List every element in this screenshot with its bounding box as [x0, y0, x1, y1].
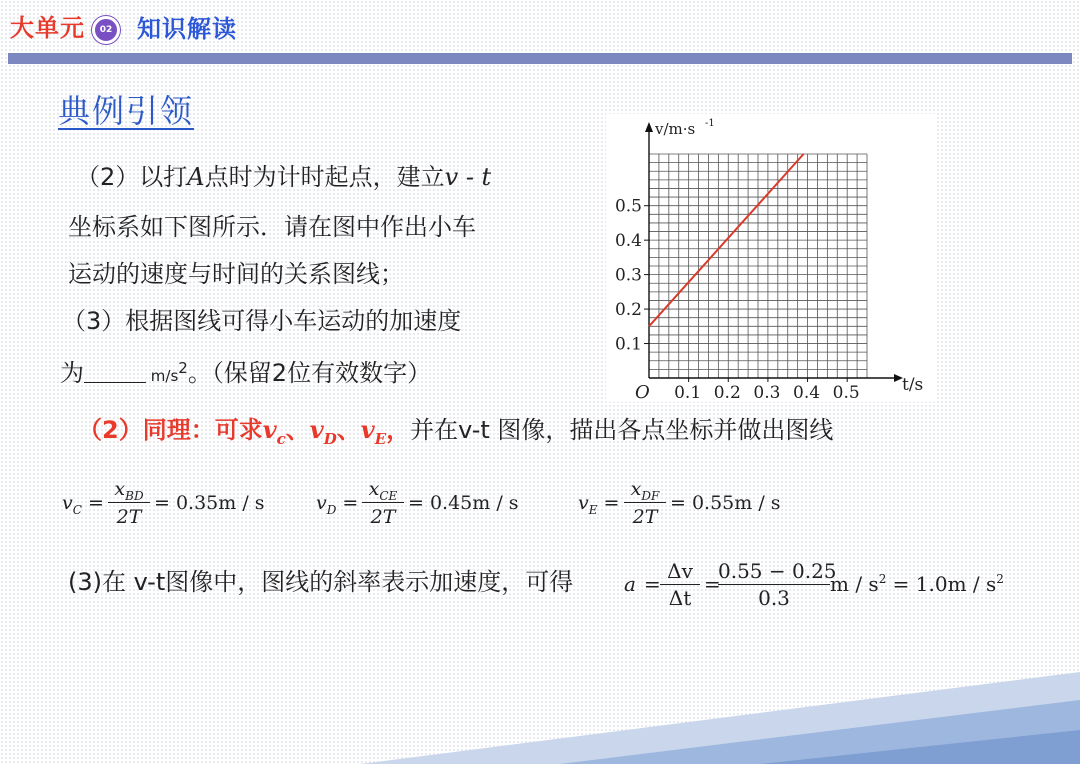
equals-sign: =	[644, 572, 661, 596]
unit-sup: 2	[878, 572, 887, 586]
acceleration-formula	[624, 558, 1004, 618]
solution-2	[78, 413, 833, 456]
formula-lhs: $v_C$ =	[62, 492, 104, 517]
result-text: = 1.0m / s	[886, 572, 997, 596]
fraction-denominator: 2T	[116, 506, 142, 528]
x-tick-label: 0.3	[753, 383, 781, 402]
ve-symbol	[360, 415, 387, 448]
blank-unit	[146, 359, 188, 385]
lhs-sub: C	[72, 502, 82, 517]
formula-fraction	[362, 476, 404, 529]
question-line-2: 坐标系如下图所示．请在图中作出小车	[68, 213, 476, 241]
origin-label: O	[635, 382, 650, 402]
lhs-sub: D	[326, 502, 337, 517]
formula-vd	[316, 476, 536, 536]
value-denominator: 0.3	[758, 586, 790, 610]
solution-2-label: （2）同理：可求	[78, 416, 263, 444]
lhs-letter: v	[62, 492, 73, 514]
num-sub: DF	[641, 488, 660, 503]
x-tick-label: 0.1	[674, 383, 702, 402]
lhs-sub: E	[588, 502, 598, 517]
solution-3-text: (3)在 v-t图像中，图线的斜率表示加速度，可得	[68, 568, 574, 596]
question-text: 点时为计时起点，建立	[204, 163, 445, 191]
solution-2-text: 并在v-t 图像，描出各点坐标并做出图线	[410, 416, 834, 444]
num-sub: CE	[379, 488, 398, 503]
vc-symbol	[262, 415, 286, 448]
vt-chart-svg	[606, 114, 936, 402]
num-letter: x	[630, 478, 642, 500]
question-text: （2）以打	[76, 163, 188, 191]
formula-ve	[578, 476, 798, 536]
num-letter: x	[114, 478, 126, 500]
fraction-denominator: 2T	[370, 506, 396, 528]
section-title: 知识解读	[137, 15, 237, 43]
separator: 、	[336, 416, 361, 444]
fraction-numerator	[362, 476, 404, 502]
value-fraction	[718, 558, 837, 611]
delta-t: Δt	[668, 586, 692, 610]
formula-rhs: = 0.55m / s	[670, 492, 781, 514]
swoosh-dark	[760, 730, 1080, 764]
question-text: 。（保留2位有效数字）	[187, 359, 432, 387]
x-tick-label: 0.5	[832, 383, 860, 402]
accel-symbol: a	[624, 572, 636, 596]
formula-fraction	[624, 476, 666, 529]
lhs-letter: v	[316, 492, 327, 514]
fraction-denominator: 2T	[632, 506, 658, 528]
question-line-4: （3）根据图线可得小车运动的加速度	[62, 307, 462, 335]
lhs-letter: v	[578, 492, 589, 514]
v-sub: c	[276, 429, 286, 448]
equals-sign: =	[704, 572, 721, 596]
formula-fraction	[108, 476, 150, 529]
fraction-numerator	[624, 476, 666, 502]
separator: ，	[386, 416, 411, 444]
example-title: 典例引领	[58, 92, 195, 130]
unit-text: m / s	[830, 572, 879, 596]
formula-lhs: $v_D$ =	[316, 492, 359, 517]
question-line-1	[76, 162, 491, 192]
header	[0, 0, 1080, 52]
question-line-5	[60, 353, 431, 391]
vt-chart	[606, 114, 936, 402]
v-letter: v	[360, 415, 375, 444]
unit-sup: 2	[996, 572, 1004, 586]
brand-title: 大单元	[10, 14, 85, 42]
y-axis-label: v/m·s	[655, 120, 696, 138]
v-letter: v	[262, 415, 277, 444]
swoosh-light	[360, 672, 1080, 764]
header-bar	[8, 53, 1072, 64]
y-axis-label-sup: -1	[705, 118, 715, 129]
question-text: 为	[60, 359, 84, 387]
unit-badge-icon	[92, 16, 120, 44]
x-tick-label: 0.4	[793, 383, 821, 402]
delta-fraction	[660, 558, 700, 611]
y-tick-label: 0.2	[614, 300, 642, 321]
formula-lhs: $v_E$ =	[578, 492, 620, 517]
vd-symbol	[309, 415, 337, 448]
answer-blank	[84, 361, 146, 383]
y-tick-label: 0.1	[614, 334, 642, 355]
y-axis-arrow	[645, 122, 653, 132]
y-tick-label: 0.5	[614, 196, 642, 217]
x-tick-label: 0.2	[713, 383, 741, 402]
formula-rhs: = 0.45m / s	[408, 492, 519, 514]
v-sub: D	[323, 429, 337, 448]
swoosh-mid	[560, 700, 1080, 764]
y-tick-label: 0.3	[614, 265, 642, 286]
unit-sup: 2	[178, 359, 188, 377]
x-axis-label: t/s	[902, 375, 924, 395]
vt-symbol: v - t	[444, 163, 492, 191]
num-letter: x	[368, 478, 380, 500]
fraction-numerator	[108, 476, 150, 502]
unit-text: m/s	[150, 367, 179, 385]
v-letter: v	[309, 415, 324, 444]
y-tick-label: 0.4	[614, 231, 642, 252]
question-line-3: 运动的速度与时间的关系图线；	[68, 260, 404, 288]
separator: 、	[285, 416, 310, 444]
point-a-symbol: A	[187, 163, 205, 191]
delta-v: Δv	[667, 559, 693, 583]
v-sub: E	[374, 429, 387, 448]
accel-result	[830, 572, 1004, 596]
formula-vc	[62, 476, 282, 536]
unit-badge-number: 02	[99, 25, 113, 35]
formula-rhs: = 0.35m / s	[154, 492, 265, 514]
num-sub: BD	[125, 488, 144, 503]
value-numerator: 0.55 − 0.25	[718, 559, 837, 583]
